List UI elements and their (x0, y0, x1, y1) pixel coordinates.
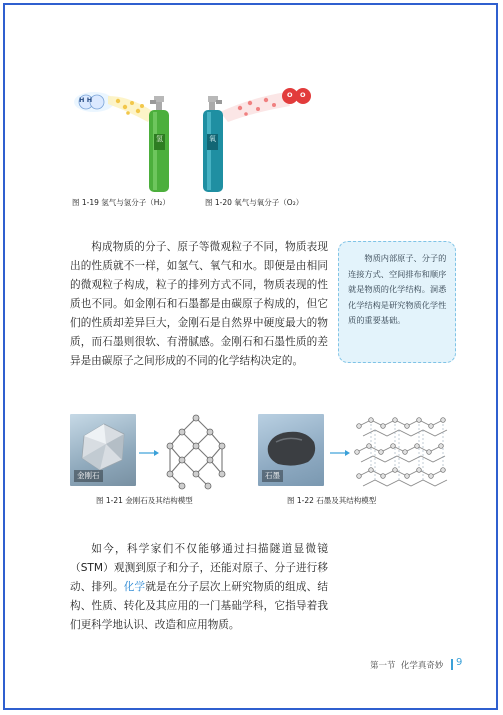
paragraph-2-before: 如今，科学家们不仅能够通过扫描隧道显微镜（STM）观测到原子和分子，还能对原子、分子进行移动、排列。 (70, 543, 328, 593)
diamond-photo (70, 414, 136, 486)
figure-1-22-caption: 图 1-22 石墨及其结构模型 (287, 496, 377, 505)
oxygen-cylinder-label: 氧 (209, 135, 216, 143)
oxygen-atom-label-1: O (287, 91, 293, 99)
footer-divider (451, 659, 453, 670)
graphite-photo (258, 414, 324, 486)
paragraph-2-text (70, 540, 328, 635)
hydrogen-molecule-label: H H (79, 96, 93, 104)
sidebar-note: 物质内部原子、分子的连接方式、空间排布和顺序就是物质的化学结构。洞悉化学结构是研究物质化学性质的重要基础。 (338, 241, 456, 363)
diamond-photo-label: 金刚石 (74, 470, 103, 482)
hydrogen-cylinder-label: 氢 (156, 135, 163, 143)
chemistry-term: 化学 (123, 581, 146, 593)
paragraph-2 (70, 540, 328, 635)
figure-1-21-caption: 图 1-21 金刚石及其结构模型 (96, 496, 193, 505)
arrow-icon (139, 449, 159, 457)
page-number: 9 (456, 657, 463, 668)
graphite-photo-label: 石墨 (262, 470, 283, 482)
diamond-structure-model (160, 412, 232, 490)
figure-1-20-caption: 图 1-20 氧气与氧分子（O₂） (205, 198, 304, 207)
paragraph-1-text: 构成物质的分子、原子等微观粒子不同，物质表现出的性质就不一样，如氢气、氧气和水。即便是由相同的微观粒子构成，粒子的排列方式不同，物质表现的性质也不同。如金刚石和石墨都是由碳原子构成的，但它们的性质却差异巨大，金刚石是自然界中硬度最大的物质，而石墨则很软、有滑腻感。金刚石和石墨性质的差异是由碳原子之间形成的不同的化学结构决定的。 (70, 241, 328, 367)
footer-section-title: 第一节 化学真奇妙 (370, 661, 444, 671)
paragraph-2-after: 就是在分子层次上研究物质的组成、结构、性质、转化及其应用的一门基础学科，它指导着我们更科学地认识、改造和应用物质。 (70, 581, 329, 631)
oxygen-atom-label-2: O (300, 91, 306, 99)
oxygen-cylinder-illustration (200, 82, 330, 194)
figure-1-19-caption: 图 1-19 氢气与氢分子（H₂） (72, 198, 170, 207)
paragraph-1 (70, 238, 328, 371)
graphite-structure-model (353, 412, 453, 492)
arrow-icon (330, 449, 350, 457)
